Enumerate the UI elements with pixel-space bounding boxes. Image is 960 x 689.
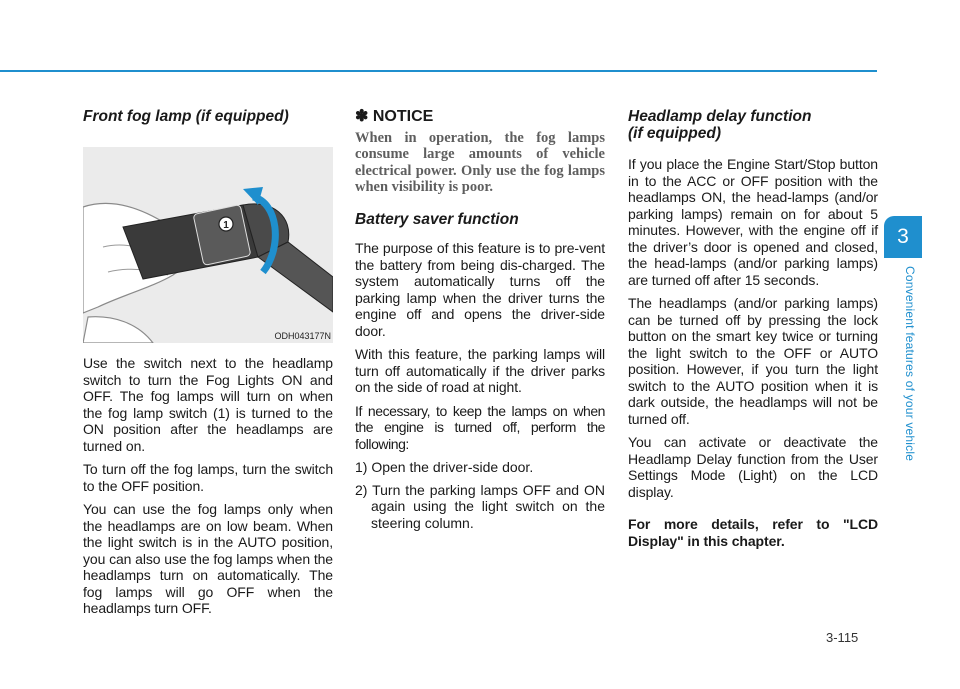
fog-lamp-switch-illustration [83, 147, 333, 343]
column-headlamp-delay [628, 108, 878, 556]
header-rule [0, 70, 877, 72]
column-battery-saver [355, 108, 605, 537]
heading-line: (if equipped) [628, 125, 721, 142]
notice-body: When in operation, the fog lamps consume large amounts of vehicle electrical power. Only use the fog lamps when visibility is poor. [355, 130, 605, 195]
figure-label: ODH043177N [274, 331, 331, 341]
heading-line: Headlamp delay function [628, 108, 812, 125]
paragraph: Use the switch next to the headlamp switch to turn the Fog Lights ON and OFF. The fog lamps will turn on when the fog lamp switch (1) is turned to the ON position after the headlamps are turned on. [83, 355, 333, 454]
svg-text:1: 1 [223, 220, 229, 231]
paragraph: You can use the fog lamps only when the headlamps are on low beam. When the light switch is in the AUTO position, you can also use the fog lamps when the headlamps turn on automatically. The fog lamps will go OFF when the headlamps turn OFF. [83, 501, 333, 616]
paragraph: The headlamps (and/or parking lamps) can be turned off by pressing the lock button on the smart key twice or turning the light switch to the OFF or AUTO position. However, if you turn the light switch to the AUTO position when it is dark outside, the headlamps will not be turned off. [628, 295, 878, 427]
section-heading [628, 108, 878, 142]
fog-lamp-switch-figure [83, 147, 333, 343]
paragraph: The purpose of this feature is to pre-vent the battery from being dis-charged. The system automatically turns off the parking lamp when the driver turns the engine off and opens the driver-side door. [355, 240, 605, 339]
paragraph: If necessary, to keep the lamps on when the engine is turned off, perform the following: [355, 402, 605, 452]
reference-paragraph: For more details, refer to "LCD Display" in this chapter. [628, 516, 878, 549]
page-number: 3-115 [826, 630, 859, 645]
paragraph: To turn off the fog lamps, turn the switch to the OFF position. [83, 461, 333, 494]
section-heading: Battery saver function [355, 211, 519, 229]
chapter-title: Convenient features of your vehicle [903, 266, 917, 462]
chapter-number-tab: 3 [884, 216, 922, 258]
notice-title: ✽ NOTICE [355, 108, 434, 125]
list-item: 2) Turn the parking lamps OFF and ON again using the light switch on the steering column. [355, 481, 605, 531]
paragraph: If you place the Engine Start/Stop button in to the ACC or OFF position with the headlamps ON, the head-lamps (and/or parking lamps) remain on for about 5 minutes. However, with the engine off if the driver’s door is opened and closed, the head-lamps (and/or parking lamps) are turned off after 15 seconds. [628, 156, 878, 288]
section-heading: Front fog lamp (if equipped) [83, 108, 289, 125]
paragraph: You can activate or deactivate the Headlamp Delay function from the User Settings Mode (Light) on the LCD display. [628, 434, 878, 500]
paragraph: With this feature, the parking lamps will turn off automatically if the driver parks on the side of road at night. [355, 346, 605, 396]
column-front-fog-lamp [83, 108, 333, 624]
list-item: 1) Open the driver-side door. [355, 459, 534, 476]
